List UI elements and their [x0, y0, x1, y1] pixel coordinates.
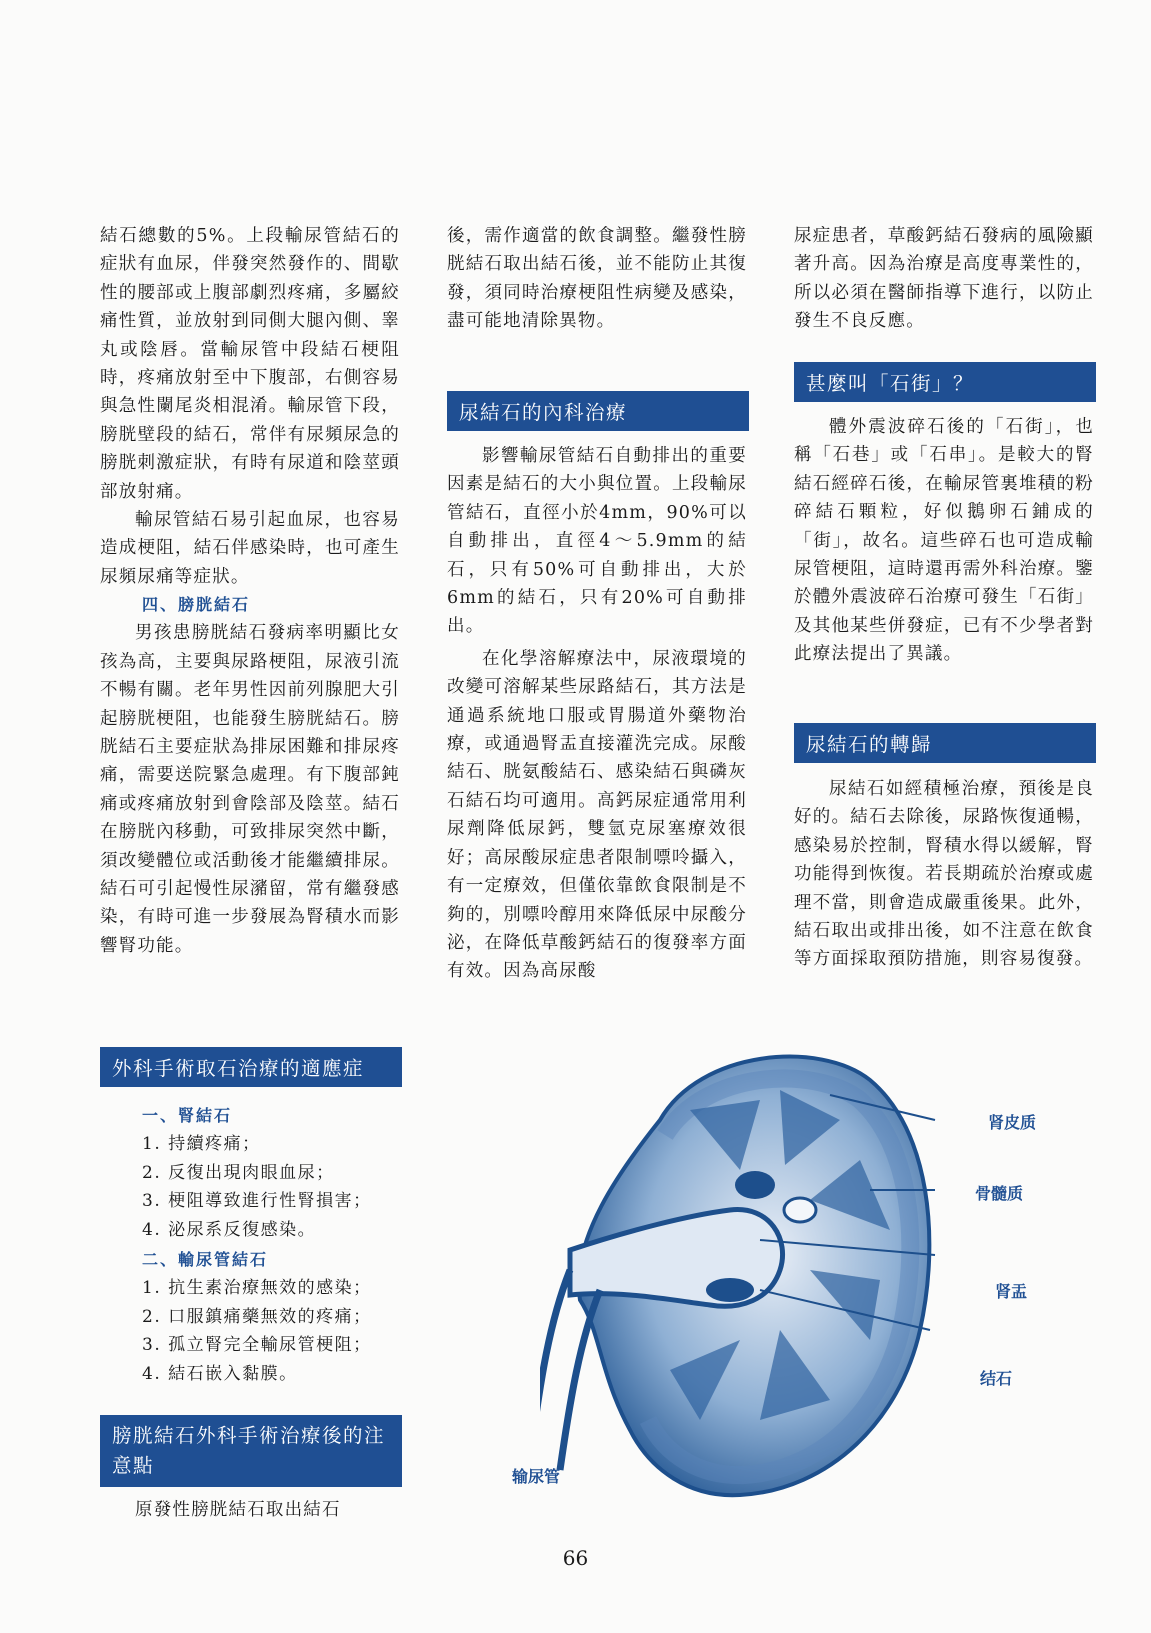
paragraph: 尿症患者，草酸鈣結石發病的風險顯著升高。因為治療是高度專業性的，所以必須在醫師指導下進行，以防止發生不良反應。	[794, 226, 1094, 332]
column-3-body	[794, 413, 1094, 669]
list-item: 4. 結石嵌入黏膜。	[142, 1363, 298, 1384]
paragraph: 輸尿管結石易引起血尿，也容易造成梗阻，結石伴感染時，也可產生尿頻尿痛等症狀。	[100, 510, 400, 587]
label-renal-pelvis: 肾盂	[995, 1282, 1028, 1301]
list-item: 3. 孤立腎完全輸尿管梗阻；	[142, 1335, 372, 1355]
page-number: 66	[562, 1546, 589, 1570]
paragraph: 影響輸尿管結石自動排出的重要因素是結石的大小與位置。上段輸尿管結石，直徑小於4mm，90%可以自動排出，直徑4～5.9mm的結石，只有50%可自動排出，大於6mm的結石，只有20%可自動排出。	[447, 446, 747, 637]
section-heading-outcome: 尿結石的轉歸	[794, 723, 1096, 763]
paragraph: 男孩患膀胱結石發病率明顯比女孩為高，主要與尿路梗阻，尿液引流不暢有關。老年男性因前列腺肥大引起膀胱梗阻，也能發生膀胱結石。膀胱結石主要症狀為排尿困難和排尿疼痛，需要送院緊急處理。有下腹部鈍痛或疼痛放射到會陰部及陰莖。結石在膀胱內移動，可致排尿突然中斷，須改變體位或活動後才能繼續排尿。結石可引起慢性尿瀦留，常有繼發感染，有時可進一步發展為腎積水而影響腎功能。	[100, 623, 400, 956]
subheading-ureter-stone: 二、輸尿管結石	[142, 1250, 269, 1269]
paragraph: 後，需作適當的飲食調整。繼發性膀胱結石取出結石後，並不能防止其復發，須同時治療梗阻性病變及感染，盡可能地清除異物。	[447, 226, 747, 332]
list-item: 4. 泌尿系反復感染。	[142, 1219, 317, 1240]
section-heading-medical-treatment: 尿結石的內科治療	[447, 391, 749, 431]
paragraph: 結石總數的5%。上段輸尿管結石的症狀有血尿，伴發突然發作的、間歇性的腰部或上腹部劇烈疼痛，多屬絞痛性質，並放射到同側大腿內側、睾丸或陰唇。當輸尿管中段結石梗阻時，疼痛放射至中下腹部，右側容易與急性闌尾炎相混淆。輸尿管下段，膀胱壁段的結石，常伴有尿頻尿急的膀胱刺激症狀，有時有尿道和陰莖頭部放射痛。	[100, 226, 400, 502]
column-1-tail	[100, 1496, 400, 1524]
column-2	[447, 222, 747, 336]
list-item: 1. 抗生素治療無效的感染；	[142, 1278, 372, 1298]
label-renal-cortex: 肾皮质	[988, 1113, 1037, 1132]
subheading-kidney-stone: 一、腎結石	[142, 1106, 233, 1125]
label-ureter: 输尿管	[512, 1467, 561, 1486]
subheading-bladder-stone: 四、膀胱結石	[142, 595, 251, 615]
list-item: 2. 口服鎮痛藥無效的疼痛；	[142, 1306, 372, 1327]
list-item: 3. 梗阻導致進行性腎損害；	[142, 1191, 372, 1211]
list-item: 1. 持續疼痛；	[142, 1134, 261, 1154]
paragraph: 原發性膀胱結石取出結石	[135, 1500, 341, 1520]
paragraph: 在化學溶解療法中，尿液環境的改變可溶解某些尿路結石，其方法是通過系統地口服或胃腸道外藥物治療，或通過腎盂直接灌洗完成。尿酸結石、胱氨酸結石、感染結石與磷灰石結石均可適用。高鈣尿症通常用利尿劑降低尿鈣，雙氫克尿塞療效很好；高尿酸尿症患者限制嘌呤攝入，有一定療效，但僅依靠飲食限制是不夠的，別嘌呤醇用來降低尿中尿酸分泌，在降低草酸鈣結石的復發率方面有效。因為高尿酸	[447, 648, 747, 982]
section-heading-stone-street: 甚麼叫「石街」？	[794, 362, 1096, 402]
paragraph: 尿結石如經積極治療，預後是良好的。結石去除後，尿路恢復通暢，感染易於控制，腎積水得以緩解，腎功能得到恢復。若長期疏於治療或處理不當，則會造成嚴重後果。此外，結石取出或排出後，如不注意在飲食等方面採取預防措施，則容易復發。	[794, 779, 1094, 970]
list-item: 2. 反復出現肉眼血尿；	[142, 1162, 335, 1183]
section-heading-bladder-aftercare: 膀胱結石外科手術治療後的注意點	[100, 1415, 402, 1487]
kidney-list	[100, 1130, 400, 1244]
column-1	[100, 222, 400, 960]
label-stone: 结石	[980, 1369, 1013, 1388]
paragraph: 體外震波碎石後的「石街」，也稱「石巷」或「石串」。是較大的腎結石經碎石後，在輸尿管裏堆積的粉碎結石顆粒，好似鵝卵石鋪成的「街」，故名。這些碎石也可造成輸尿管梗阻，這時還再需外科治療。鑒於體外震波碎石治療可發生「石街」及其他某些併發症，已有不少學者對此療法提出了異議。	[794, 417, 1094, 665]
ureter-list	[100, 1274, 400, 1388]
section-heading-surgery: 外科手術取石治療的適應症	[100, 1047, 402, 1087]
column-3-body-2	[794, 775, 1094, 974]
surgery-indications	[100, 1102, 400, 1388]
label-medulla: 骨髓质	[975, 1184, 1024, 1203]
column-2-body	[447, 442, 747, 986]
column-3	[794, 222, 1094, 336]
